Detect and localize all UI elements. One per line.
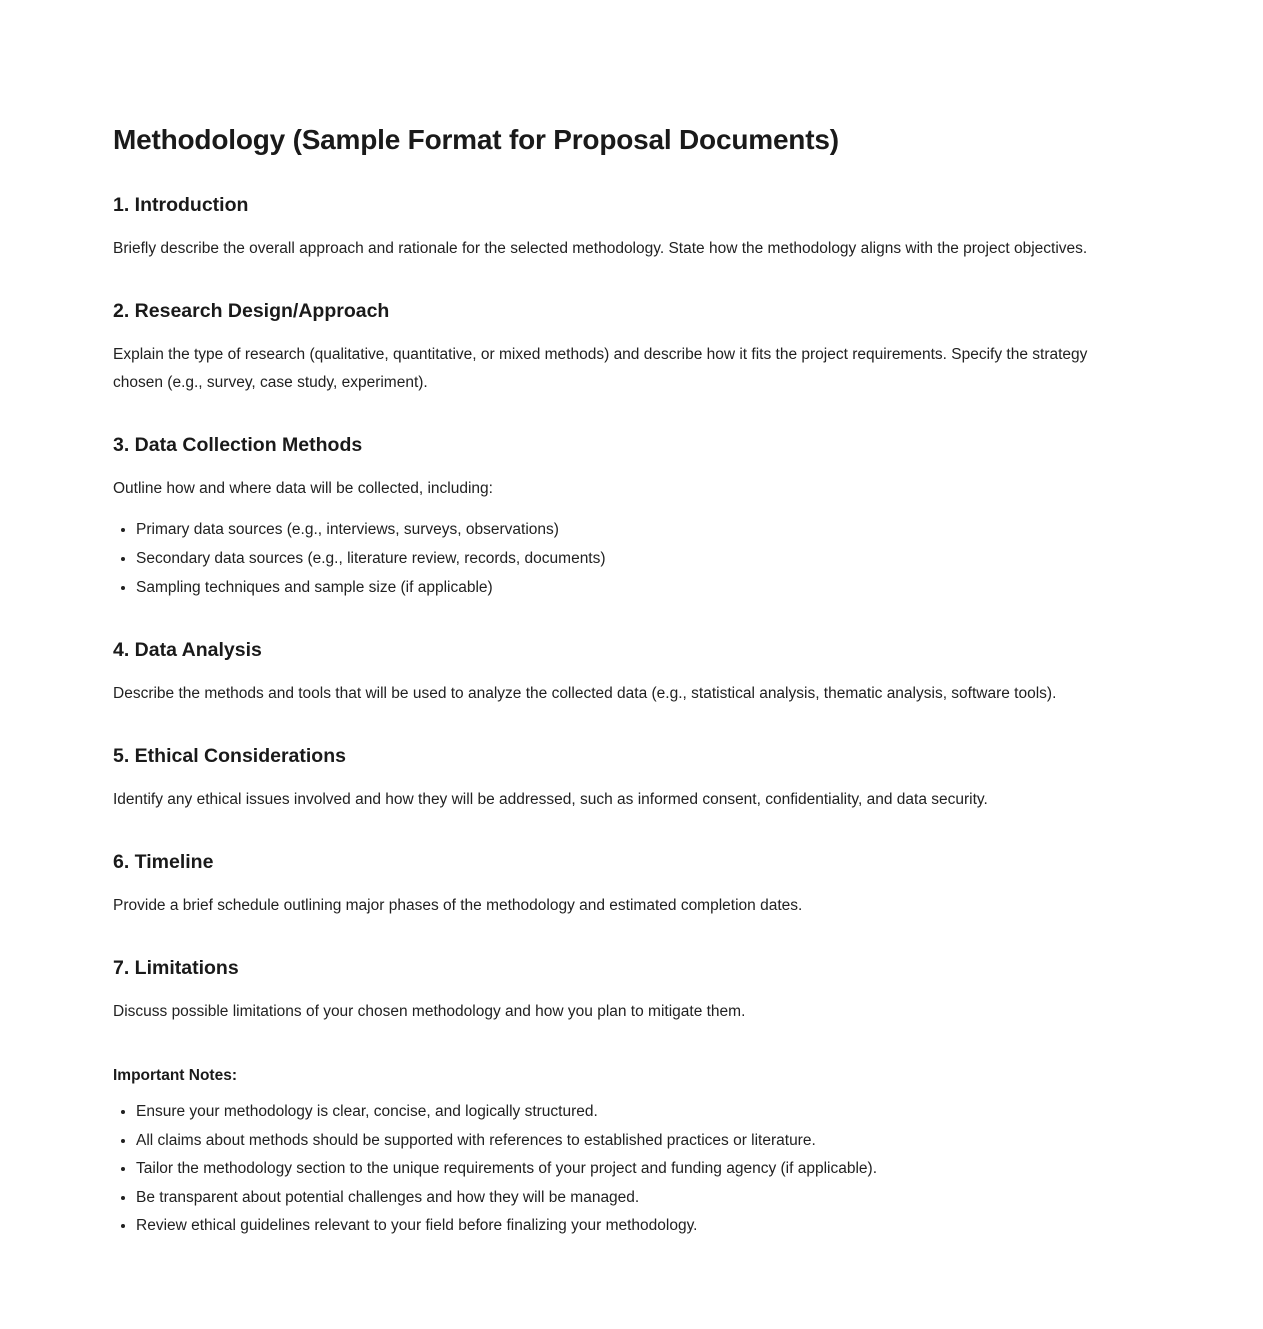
- section-paragraph-research-design: Explain the type of research (qualitative, quantitative, or mixed methods) and describe how it fits the project requirements. Specify the strategy chosen (e.g., survey, case study, experiment).: [113, 346, 1088, 391]
- section-research-design: [113, 299, 1138, 397]
- bullet-item: • Secondary data sources (e.g., literature review, records, documents): [136, 544, 1138, 573]
- section-heading-data-analysis: 4. Data Analysis: [113, 639, 262, 661]
- bullet-item: • Primary data sources (e.g., interviews, surveys, observations): [136, 515, 1138, 544]
- note-item: • All claims about methods should be supported with references to established practices or literature.: [136, 1127, 1138, 1156]
- note-item: • Ensure your methodology is clear, concise, and logically structured.: [136, 1098, 1138, 1127]
- section-data-collection: [113, 433, 1138, 602]
- section-heading-limitations: 7. Limitations: [113, 957, 239, 979]
- section-paragraph-ethical-considerations: Identify any ethical issues involved and how they will be addressed, such as informed consent, confidentiality, and data security.: [113, 791, 988, 808]
- section-timeline: [113, 850, 1138, 920]
- section-heading-ethical-considerations: 5. Ethical Considerations: [113, 745, 346, 767]
- section-paragraph-timeline: Provide a brief schedule outlining major phases of the methodology and estimated completion dates.: [113, 897, 803, 914]
- section-paragraph-data-analysis: Describe the methods and tools that will be used to analyze the collected data (e.g., statistical analysis, thematic analysis, software tools).: [113, 685, 1057, 702]
- section-data-analysis: [113, 638, 1138, 708]
- section-heading-research-design: 2. Research Design/Approach: [113, 300, 390, 322]
- section-heading-introduction: 1. Introduction: [113, 194, 249, 216]
- section-important-notes: [113, 1064, 1138, 1241]
- section-ethical-considerations: [113, 744, 1138, 814]
- note-item: • Review ethical guidelines relevant to your field before finalizing your methodology.: [136, 1212, 1138, 1241]
- section-heading-timeline: 6. Timeline: [113, 851, 214, 873]
- section-heading-data-collection: 3. Data Collection Methods: [113, 434, 363, 456]
- bullet-item: • Sampling techniques and sample size (if applicable): [136, 573, 1138, 602]
- notes-heading: Important Notes:: [113, 1067, 237, 1084]
- data-collection-bullet-list: [113, 515, 1138, 602]
- notes-list: [113, 1098, 1138, 1241]
- section-paragraph-limitations: Discuss possible limitations of your chosen methodology and how you plan to mitigate them.: [113, 1003, 746, 1020]
- section-limitations: [113, 956, 1138, 1026]
- note-item: • Be transparent about potential challenges and how they will be managed.: [136, 1184, 1138, 1213]
- note-item: • Tailor the methodology section to the unique requirements of your project and funding agency (if applicable).: [136, 1155, 1138, 1184]
- page-title: Methodology (Sample Format for Proposal Documents): [113, 124, 839, 155]
- section-introduction: [113, 193, 1138, 263]
- section-paragraph-data-collection: Outline how and where data will be collected, including:: [113, 480, 493, 497]
- section-paragraph-introduction: Briefly describe the overall approach and rationale for the selected methodology. State how the methodology aligns with the project objectives.: [113, 240, 1088, 257]
